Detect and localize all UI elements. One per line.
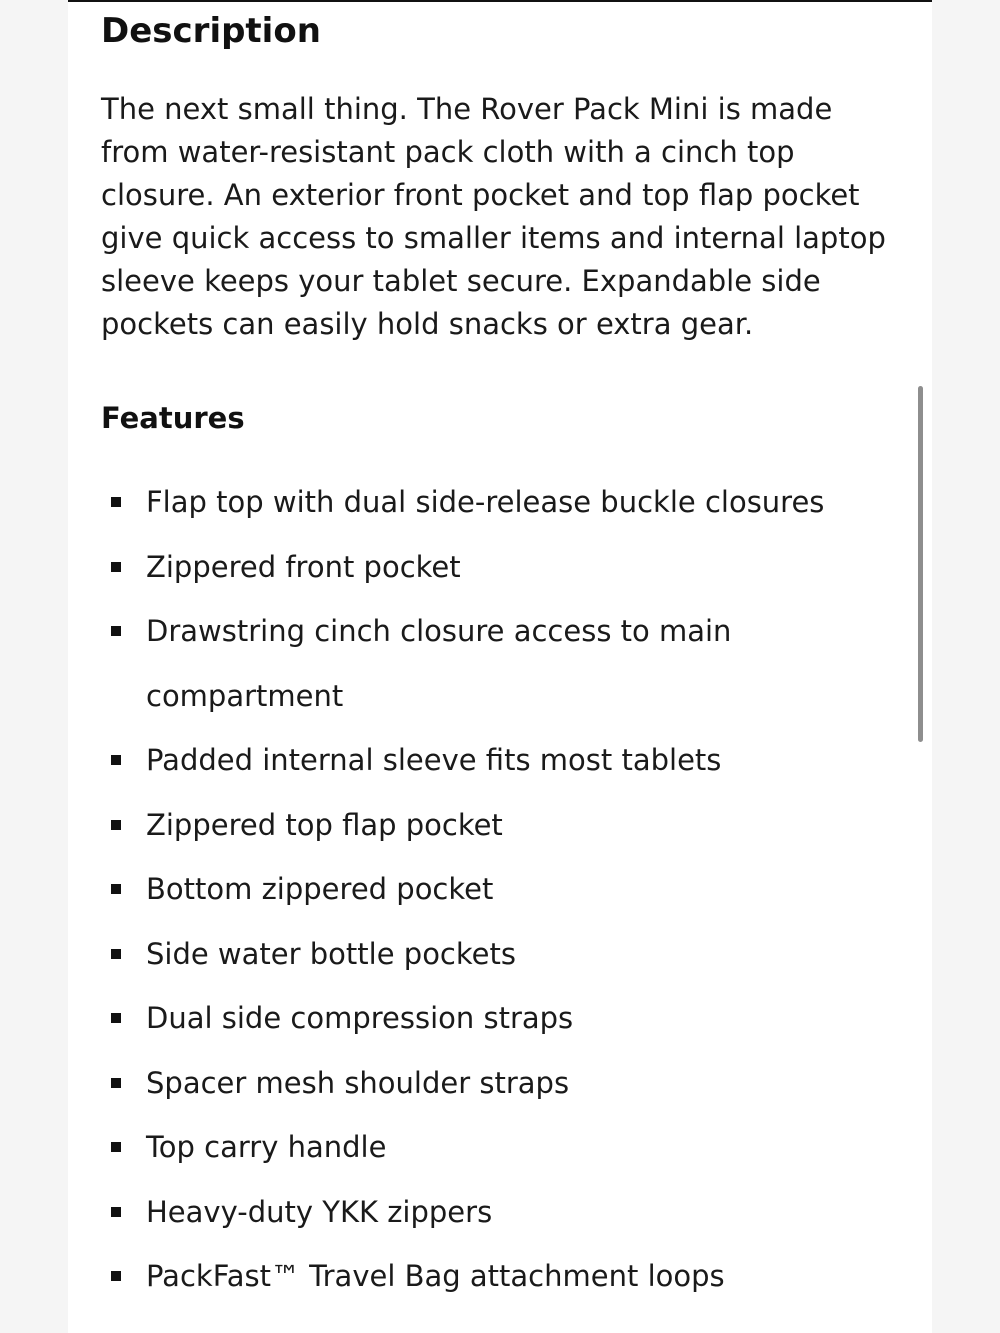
feature-item: [101, 1051, 881, 1116]
feature-item: [101, 793, 881, 858]
square-bullet-icon: [111, 1271, 121, 1281]
feature-item: [101, 857, 881, 922]
feature-item-label: Zippered top flap pocket: [146, 807, 503, 842]
feature-item-label: Drawstring cinch closure access to main compartment: [146, 614, 732, 713]
feature-item-label: Side water bottle pockets: [146, 936, 516, 971]
square-bullet-icon: [111, 1207, 121, 1217]
square-bullet-icon: [111, 626, 121, 636]
square-bullet-icon: [111, 1142, 121, 1152]
feature-item: [101, 1115, 881, 1180]
feature-item: [101, 1244, 881, 1309]
square-bullet-icon: [111, 562, 121, 572]
square-bullet-icon: [111, 1078, 121, 1088]
square-bullet-icon: [111, 884, 121, 894]
feature-item-label: PackFast™ Travel Bag attachment loops: [146, 1259, 725, 1293]
vertical-scrollbar[interactable]: [918, 386, 923, 742]
feature-item: [101, 1180, 881, 1245]
features-list: [101, 470, 881, 1309]
square-bullet-icon: [111, 1013, 121, 1023]
feature-item-label: Bottom zippered pocket: [146, 872, 494, 906]
feature-item: [101, 535, 881, 600]
description-heading: Description: [101, 11, 321, 51]
feature-item-label: Zippered front pocket: [146, 549, 461, 584]
features-heading: Features: [101, 401, 245, 435]
description-text: The next small thing. The Rover Pack Mini is made from water-resistant pack cloth with a cinch top closure. An exterior front pocket and top flap pocket give quick access to smaller items and internal laptop sleeve keeps your tablet secure. Expandable side pockets can easily hold snacks or extra gear.: [101, 92, 886, 341]
square-bullet-icon: [111, 820, 121, 830]
product-details-panel: [68, 0, 932, 1333]
feature-item: [101, 728, 881, 793]
feature-item: [101, 922, 881, 987]
square-bullet-icon: [111, 755, 121, 765]
feature-item-label: Dual side compression straps: [146, 1001, 574, 1035]
feature-item-label: Padded internal sleeve fits most tablets: [146, 743, 722, 777]
feature-item-label: Top carry handle: [146, 1130, 387, 1164]
square-bullet-icon: [111, 949, 121, 959]
feature-item: [101, 599, 881, 728]
feature-item-label: Heavy-duty YKK zippers: [146, 1194, 493, 1229]
feature-item: [101, 986, 881, 1051]
feature-item-label: Spacer mesh shoulder straps: [146, 1065, 570, 1100]
feature-item-label: Flap top with dual side-release buckle closures: [146, 485, 825, 519]
square-bullet-icon: [111, 497, 121, 507]
feature-item: [101, 470, 881, 535]
